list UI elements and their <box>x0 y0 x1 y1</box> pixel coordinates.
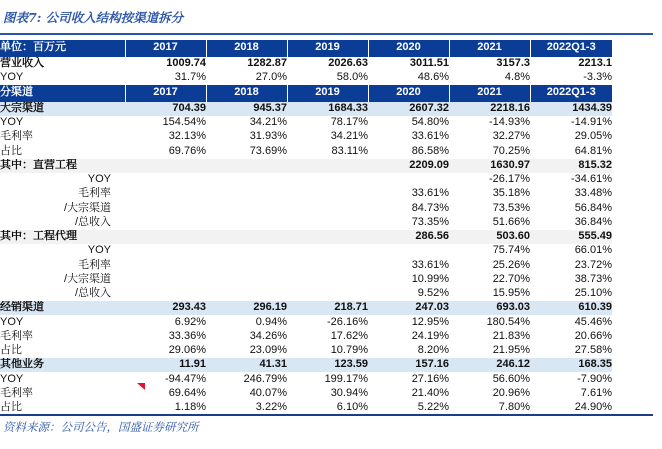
cell-value <box>206 244 287 258</box>
row-label: 经销渠道 <box>0 301 125 315</box>
cell-value <box>125 201 206 215</box>
cell-value: 247.03 <box>368 301 449 315</box>
table-row <box>0 315 612 329</box>
row-label: YOY <box>87 173 111 186</box>
cell-value: 69.64% <box>168 386 206 399</box>
table-row <box>0 144 612 158</box>
cell-value: 2020 <box>368 85 449 102</box>
cell-value: 20.96% <box>492 386 530 399</box>
cell-value: 24.90% <box>574 401 612 414</box>
cell-value: 218.71 <box>287 301 368 315</box>
cell-value: 32.13% <box>168 130 206 143</box>
cell-value: 17.62% <box>330 329 368 342</box>
cell-value: 2218.16 <box>449 102 530 116</box>
row-label: 其中：直营工程 <box>0 159 125 173</box>
cell-value: 1282.87 <box>247 56 287 69</box>
cell-value <box>287 216 368 230</box>
row-label: 单位：百万元 <box>0 40 125 57</box>
cell-value: 2022Q1-3 <box>530 40 612 57</box>
row-label: 毛利率 <box>0 329 33 342</box>
cell-value: 7.80% <box>498 401 530 414</box>
row-label: 其他业务 <box>0 358 125 372</box>
cell-value: 945.37 <box>206 102 287 116</box>
cell-value: 33.61% <box>411 258 449 271</box>
cell-value: 23.72% <box>574 258 612 271</box>
cell-value: 2021 <box>449 85 530 102</box>
cell-value: 3157.3 <box>496 56 530 69</box>
cell-value <box>287 159 368 173</box>
cell-value: 2019 <box>287 85 368 102</box>
cell-value: 246.79% <box>243 372 287 385</box>
cell-value: 35.18% <box>492 187 530 200</box>
cell-value: 73.53% <box>492 201 530 214</box>
table-row <box>0 401 612 415</box>
cell-value <box>368 244 449 258</box>
cell-value <box>287 258 368 272</box>
cell-value: 180.54% <box>486 315 530 328</box>
cell-value: 34.26% <box>249 329 287 342</box>
cell-value <box>125 159 206 173</box>
table-row <box>0 116 612 130</box>
cell-value: 3011.51 <box>409 56 449 69</box>
cell-value: 1.18% <box>174 401 206 414</box>
cell-value: 704.39 <box>125 102 206 116</box>
revenue-by-channel-table <box>0 40 612 415</box>
row-label: 占比 <box>0 401 22 414</box>
row-label: /大宗渠道 <box>63 201 111 214</box>
cell-value <box>206 258 287 272</box>
cell-value: 30.94% <box>330 386 368 399</box>
cell-value <box>125 287 206 301</box>
cell-value: 73.69% <box>249 144 287 157</box>
cell-value: 20.66% <box>574 329 612 342</box>
cell-value: 2026.63 <box>328 56 368 69</box>
cell-value: -26.16% <box>327 315 368 328</box>
cell-value: 66.01% <box>574 244 612 257</box>
cell-value: 286.56 <box>368 230 449 244</box>
cell-value: 58.0% <box>336 71 368 84</box>
figure-title: 图表7: 公司收入结构按渠道拆分 <box>3 10 184 25</box>
table-row <box>0 273 612 287</box>
cell-value: 246.12 <box>449 358 530 372</box>
cell-value: 33.48% <box>574 187 612 200</box>
source-note: 资料来源：公司公告，国盛证券研究所 <box>3 420 199 434</box>
cell-value: 24.19% <box>411 329 449 342</box>
row-label: 占比 <box>0 144 22 157</box>
cell-value: -14.93% <box>489 116 530 129</box>
cell-value: 815.32 <box>530 159 612 173</box>
cell-value: 21.40% <box>411 386 449 399</box>
cell-value: 7.61% <box>580 386 612 399</box>
cell-value: 9.52% <box>417 287 449 300</box>
table-row <box>0 187 612 201</box>
cell-value: 32.27% <box>492 130 530 143</box>
cell-value: 45.46% <box>574 315 612 328</box>
cell-value: 10.99% <box>411 272 449 285</box>
table-row <box>0 130 612 144</box>
cell-value: 1434.39 <box>530 102 612 116</box>
cell-value: 610.39 <box>530 301 612 315</box>
row-label: /总收入 <box>74 287 111 300</box>
cell-value: 33.36% <box>168 329 206 342</box>
cell-value <box>368 173 449 187</box>
cell-value <box>206 173 287 187</box>
cell-value: 2213.1 <box>578 56 612 69</box>
cell-value <box>125 230 206 244</box>
table-row <box>0 372 612 386</box>
cell-value: 2022Q1-3 <box>530 85 612 102</box>
cell-value <box>287 287 368 301</box>
title-divider <box>0 33 653 35</box>
cell-value: 86.58% <box>411 144 449 157</box>
cell-value: 2019 <box>287 40 368 57</box>
cell-value: 64.81% <box>574 144 612 157</box>
cell-value: 2607.32 <box>368 102 449 116</box>
cell-value <box>125 273 206 287</box>
table-header-row <box>0 85 612 102</box>
table-row <box>0 71 612 85</box>
cell-value: 70.25% <box>492 144 530 157</box>
cell-value <box>125 244 206 258</box>
row-label: /总收入 <box>74 215 111 228</box>
row-label: YOY <box>0 116 24 129</box>
cell-value: 21.83% <box>492 329 530 342</box>
cell-value: 25.26% <box>492 258 530 271</box>
cell-value: -3.3% <box>583 71 612 84</box>
cell-value: 34.21% <box>249 116 287 129</box>
table-row <box>0 102 612 116</box>
cell-value: 40.07% <box>249 386 287 399</box>
cell-value: 2209.09 <box>368 159 449 173</box>
table-row <box>0 330 612 344</box>
cell-value: 27.0% <box>255 71 287 84</box>
table-row <box>0 287 612 301</box>
cell-value <box>125 258 206 272</box>
table-row <box>0 159 612 173</box>
cell-value: 31.93% <box>249 130 287 143</box>
row-label: 毛利率 <box>0 130 33 143</box>
table-row <box>0 301 612 315</box>
cell-value: 11.91 <box>125 358 206 372</box>
cell-value <box>287 244 368 258</box>
cell-value: 199.17% <box>324 372 368 385</box>
cell-value: 10.79% <box>330 344 368 357</box>
cell-value: -26.17% <box>489 173 530 186</box>
cell-value: 15.95% <box>492 287 530 300</box>
cell-value: 5.22% <box>417 401 449 414</box>
row-label: 分渠道 <box>0 85 125 102</box>
cell-value: 2017 <box>125 85 206 102</box>
cell-value: -34.61% <box>571 173 612 186</box>
table-body <box>0 40 612 415</box>
cell-value: 293.43 <box>125 301 206 315</box>
cell-value: 27.58% <box>574 344 612 357</box>
cell-value: 33.61% <box>411 130 449 143</box>
row-label: 毛利率 <box>78 258 111 271</box>
cell-value: 54.80% <box>411 116 449 129</box>
cell-value: 123.59 <box>287 358 368 372</box>
cell-value: 21.95% <box>492 344 530 357</box>
cell-value: 157.16 <box>368 358 449 372</box>
cell-value: 29.06% <box>168 344 206 357</box>
row-label: 占比 <box>0 344 22 357</box>
cell-value: 503.60 <box>449 230 530 244</box>
cell-value: 22.70% <box>492 272 530 285</box>
row-label: 毛利率 <box>78 187 111 200</box>
table-row <box>0 244 612 258</box>
table-row <box>0 258 612 272</box>
cell-value: 2017 <box>125 40 206 57</box>
cell-value <box>206 216 287 230</box>
cell-value: 8.20% <box>417 344 449 357</box>
cell-value: 296.19 <box>206 301 287 315</box>
row-label: 大宗渠道 <box>0 102 125 116</box>
cell-value: 51.66% <box>492 215 530 228</box>
cell-value <box>206 230 287 244</box>
cell-value: 34.21% <box>330 130 368 143</box>
cell-value <box>206 201 287 215</box>
cell-value <box>125 216 206 230</box>
cell-value: 83.11% <box>331 144 368 157</box>
cell-value: 38.73% <box>574 272 612 285</box>
cell-value <box>125 173 206 187</box>
cell-value: 12.95% <box>411 315 449 328</box>
cell-value: 3.22% <box>255 401 287 414</box>
row-label: /大宗渠道 <box>63 272 111 285</box>
cell-value: 78.17% <box>330 116 368 129</box>
cell-value <box>125 187 206 201</box>
row-label: YOY <box>87 244 111 257</box>
table-row <box>0 57 612 71</box>
cell-value: 33.61% <box>411 187 449 200</box>
row-label: YOY <box>0 315 24 328</box>
cell-value <box>206 273 287 287</box>
table-row <box>0 230 612 244</box>
cell-value: -7.90% <box>577 372 612 385</box>
cell-value: 555.49 <box>530 230 612 244</box>
cell-value <box>206 287 287 301</box>
table-row <box>0 344 612 358</box>
cell-value: 25.10% <box>574 287 612 300</box>
cell-value: 1009.74 <box>166 56 206 69</box>
cell-value: 41.31 <box>206 358 287 372</box>
cell-value: 69.76% <box>168 144 206 157</box>
cell-value <box>206 159 287 173</box>
row-label: YOY <box>0 372 24 385</box>
cell-value <box>287 230 368 244</box>
cell-value: -14.91% <box>571 116 612 129</box>
table-row <box>0 358 612 372</box>
cell-value: 168.35 <box>530 358 612 372</box>
cell-value: 73.35% <box>411 215 449 228</box>
table-bottom-divider <box>0 414 653 416</box>
cell-value: 75.74% <box>492 244 530 257</box>
cell-value: 2018 <box>206 40 287 57</box>
row-label: 毛利率 <box>0 386 33 399</box>
table-row <box>0 173 612 187</box>
table-header-row <box>0 40 612 57</box>
cell-value: 2018 <box>206 85 287 102</box>
cell-value: 1684.33 <box>287 102 368 116</box>
table-row <box>0 387 612 401</box>
cell-value: 154.54% <box>162 116 206 129</box>
cell-value <box>287 187 368 201</box>
cell-value <box>287 201 368 215</box>
row-label: YOY <box>0 71 24 84</box>
cell-value: 36.84% <box>574 215 612 228</box>
table-row <box>0 201 612 215</box>
table-row <box>0 216 612 230</box>
row-label: 营业收入 <box>0 56 44 69</box>
cell-value: 6.92% <box>174 315 206 328</box>
cell-value <box>206 187 287 201</box>
cell-value: 4.8% <box>504 71 530 84</box>
row-label: 其中：工程代理 <box>0 230 125 244</box>
cell-value: 27.16% <box>411 372 449 385</box>
cell-value: 56.60% <box>492 372 530 385</box>
cell-value: 0.94% <box>255 315 287 328</box>
cell-value: 1630.97 <box>449 159 530 173</box>
cell-value: 84.73% <box>411 201 449 214</box>
cell-value: 31.7% <box>174 71 206 84</box>
cell-value: 6.10% <box>336 401 368 414</box>
cell-value: 29.05% <box>574 130 612 143</box>
cell-value <box>287 173 368 187</box>
cell-value <box>287 273 368 287</box>
cell-value: 23.09% <box>249 344 287 357</box>
cell-value: 56.84% <box>574 201 612 214</box>
cell-value: 693.03 <box>449 301 530 315</box>
cell-value: 48.6% <box>417 71 449 84</box>
cell-value: 2021 <box>449 40 530 57</box>
cell-value: 2020 <box>368 40 449 57</box>
cell-value: -94.47% <box>165 372 206 385</box>
